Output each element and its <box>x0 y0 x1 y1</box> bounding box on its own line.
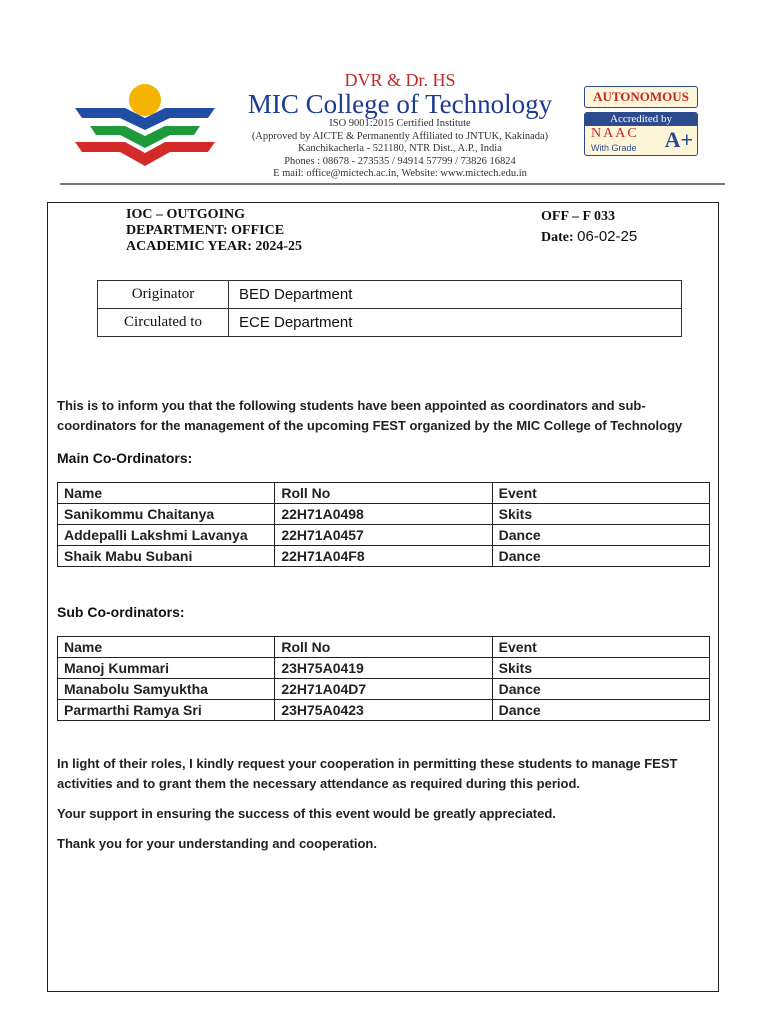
table-cell: Dance <box>492 700 709 721</box>
request-paragraph: In light of their roles, I kindly request your cooperation in permitting these students to manage FEST activities and to grant them the necessary attendance as required during this period. <box>57 756 678 791</box>
table-cell: Sanikommu Chaitanya <box>58 504 275 525</box>
college-header <box>230 70 570 181</box>
table-cell: 23H75A0423 <box>275 700 492 721</box>
autonomous-badge: AUTONOMOUS <box>584 86 698 108</box>
table-cell: Manabolu Samyuktha <box>58 679 275 700</box>
table-cell: Roll No <box>275 483 492 504</box>
header-divider <box>60 183 725 185</box>
main-coordinators-table <box>57 482 710 567</box>
memo-type: IOC – OUTGOING <box>126 207 246 222</box>
memo-ref-number: OFF – F 033 <box>541 209 616 224</box>
table-cell: Shaik Mabu Subani <box>58 546 275 567</box>
circulation-table <box>97 280 682 337</box>
grade-label: With Grade <box>591 143 637 153</box>
header-line: (Approved by AICTE & Permanently Affiliated to JNTUK, Kakinada) <box>251 130 549 142</box>
grade-value: A+ <box>664 127 693 152</box>
thanks-paragraph: Thank you for your understanding and cooperation. <box>57 836 377 851</box>
header-line: ISO 9001:2015 Certified Institute <box>329 118 471 129</box>
circulated-label: Circulated to <box>98 309 229 337</box>
table-header-row <box>58 637 710 658</box>
table-cell: 22H71A04F8 <box>275 546 492 567</box>
memo-department: DEPARTMENT: OFFICE <box>126 223 285 238</box>
table-cell: Dance <box>492 679 709 700</box>
table-cell: Dance <box>492 525 709 546</box>
table-row <box>58 700 710 721</box>
table-cell: 22H71A0457 <box>275 525 492 546</box>
naac-badge <box>584 112 698 156</box>
originator-label: Originator <box>98 281 229 309</box>
originator-value: BED Department <box>229 281 682 309</box>
date-label: Date: <box>541 230 574 245</box>
sub-coordinators-heading: Sub Co-ordinators: <box>57 604 185 620</box>
memo-date: 06-02-25 <box>577 228 638 245</box>
college-name: MIC College of Technology <box>247 89 553 119</box>
sub-coordinators-table <box>57 636 710 721</box>
table-cell: 23H75A0419 <box>275 658 492 679</box>
table-cell: Name <box>58 483 275 504</box>
header-line: Phones : 08678 - 273535 / 94914 57799 / 73826 16824 <box>284 155 516 167</box>
table-cell: 22H71A0498 <box>275 504 492 525</box>
header-subtitle: DVR & Dr. HS <box>344 70 456 90</box>
memo-info <box>126 207 302 255</box>
header-line: Kanchikacherla - 521180, NTR Dist., A.P., India <box>298 143 502 154</box>
table-row <box>58 504 710 525</box>
college-logo <box>70 78 220 178</box>
table-header-row <box>58 483 710 504</box>
accreditation-badge <box>584 86 698 156</box>
table-cell: Skits <box>492 658 709 679</box>
main-coordinators-heading: Main Co-Ordinators: <box>57 450 193 466</box>
appreciation-paragraph: Your support in ensuring the success of this event would be greatly appreciated. <box>57 806 556 821</box>
table-row <box>58 546 710 567</box>
circulated-value: ECE Department <box>229 309 682 337</box>
table-cell: Event <box>492 483 709 504</box>
intro-paragraph: This is to inform you that the following students have been appointed as coordinators and sub-coordinators for the management of the upcoming FEST organized by the MIC College of Technology <box>57 398 683 433</box>
table-cell: Event <box>492 637 709 658</box>
header-line: E mail: office@mictech.ac.in, Website: www.mictech.edu.in <box>273 168 527 179</box>
table-cell: Parmarthi Ramya Sri <box>58 700 275 721</box>
table-cell: Skits <box>492 504 709 525</box>
memo-ref <box>541 209 637 246</box>
table-row <box>58 525 710 546</box>
table-cell: Addepalli Lakshmi Lavanya <box>58 525 275 546</box>
table-row <box>58 679 710 700</box>
memo-year: ACADEMIC YEAR: 2024-25 <box>126 239 303 254</box>
table-cell: Roll No <box>275 637 492 658</box>
table-cell: 22H71A04D7 <box>275 679 492 700</box>
table-cell: Manoj Kummari <box>58 658 275 679</box>
table-cell: Name <box>58 637 275 658</box>
table-cell: Dance <box>492 546 709 567</box>
accredited-label: Accredited by <box>585 113 697 126</box>
table-row <box>58 658 710 679</box>
naac-label: NAAC <box>591 126 639 141</box>
